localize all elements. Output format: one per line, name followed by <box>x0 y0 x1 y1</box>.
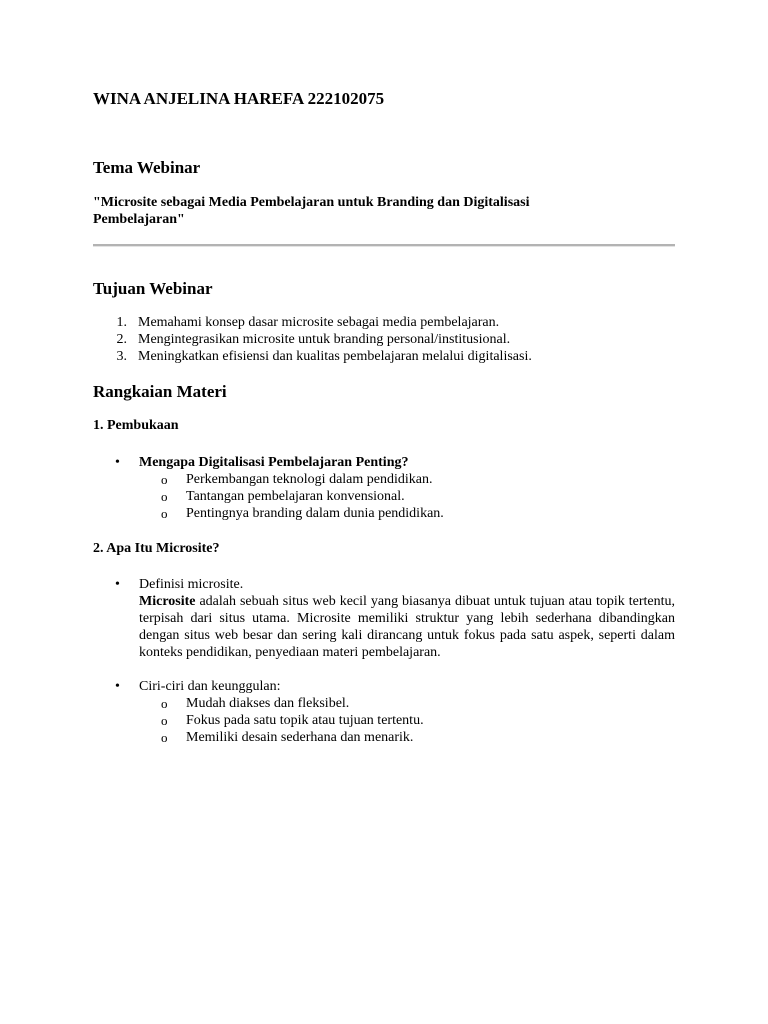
goal-number: 1. <box>116 315 127 330</box>
sub-bullet-icon: o <box>161 489 168 504</box>
feature-item: Memiliki desain sederhana dan menarik. <box>186 730 414 745</box>
bullet-icon: • <box>115 577 120 592</box>
definition-block <box>93 576 675 666</box>
definition-label: Definisi microsite. <box>139 577 244 592</box>
goal-text: Mengintegrasikan microsite untuk branding personal/institusional. <box>138 332 511 347</box>
goal-number: 3. <box>116 349 127 364</box>
sub-bullet-icon: o <box>161 506 168 521</box>
opening-list <box>93 454 675 524</box>
definition-term: Microsite <box>139 594 196 609</box>
feature-item: Fokus pada satu topik atau tujuan tertentu. <box>186 713 424 728</box>
features-label: Ciri-ciri dan keunggulan: <box>139 679 281 694</box>
sub-bullet-icon: o <box>161 472 168 487</box>
goals-heading: Tujuan Webinar <box>93 279 213 298</box>
author-line: WINA ANJELINA HAREFA 222102075 <box>93 89 385 108</box>
sub-bullet-icon: o <box>161 713 168 728</box>
feature-item: Mudah diakses dan fleksibel. <box>186 696 350 711</box>
goal-text: Memahami konsep dasar microsite sebagai media pembelajaran. <box>138 315 500 330</box>
theme-heading: Tema Webinar <box>93 158 201 177</box>
opening-sub-item: Tantangan pembelajaran konvensional. <box>186 489 405 504</box>
opening-bullet-text: Mengapa Digitalisasi Pembelajaran Penting? <box>139 455 409 470</box>
goal-text: Meningkatkan efisiensi dan kualitas pembelajaran melalui digitalisasi. <box>138 349 532 364</box>
section-title-microsite: 2. Apa Itu Microsite? <box>93 541 220 556</box>
definition-text: adalah sebuah situs web kecil yang biasanya dibuat untuk tujuan atau topik tertentu, terpisah dari situs utama. Microsite memiliki struktur yang lebih sederhana dibandingkan dengan situs web besar dan sering kali dirancang untuk fokus pada satu aspek, seperti dalam konteks pendidikan, penyediaan materi pembelajaran. <box>139 594 675 660</box>
section-title-opening: 1. Pembukaan <box>93 418 179 433</box>
goals-list <box>93 314 675 374</box>
features-block <box>93 678 675 748</box>
definition-paragraph <box>139 593 675 661</box>
opening-sub-item: Pentingnya branding dalam dunia pendidikan. <box>186 506 444 521</box>
materials-heading: Rangkaian Materi <box>93 382 227 401</box>
theme-title-line-1: "Microsite sebagai Media Pembelajaran untuk Branding dan Digitalisasi <box>93 195 530 210</box>
bullet-icon: • <box>115 679 120 694</box>
horizontal-divider <box>93 244 675 247</box>
sub-bullet-icon: o <box>161 730 168 745</box>
goal-number: 2. <box>116 332 127 347</box>
opening-sub-item: Perkembangan teknologi dalam pendidikan. <box>186 472 433 487</box>
bullet-icon: • <box>115 455 120 470</box>
theme-title-line-2: Pembelajaran" <box>93 212 185 227</box>
sub-bullet-icon: o <box>161 696 168 711</box>
